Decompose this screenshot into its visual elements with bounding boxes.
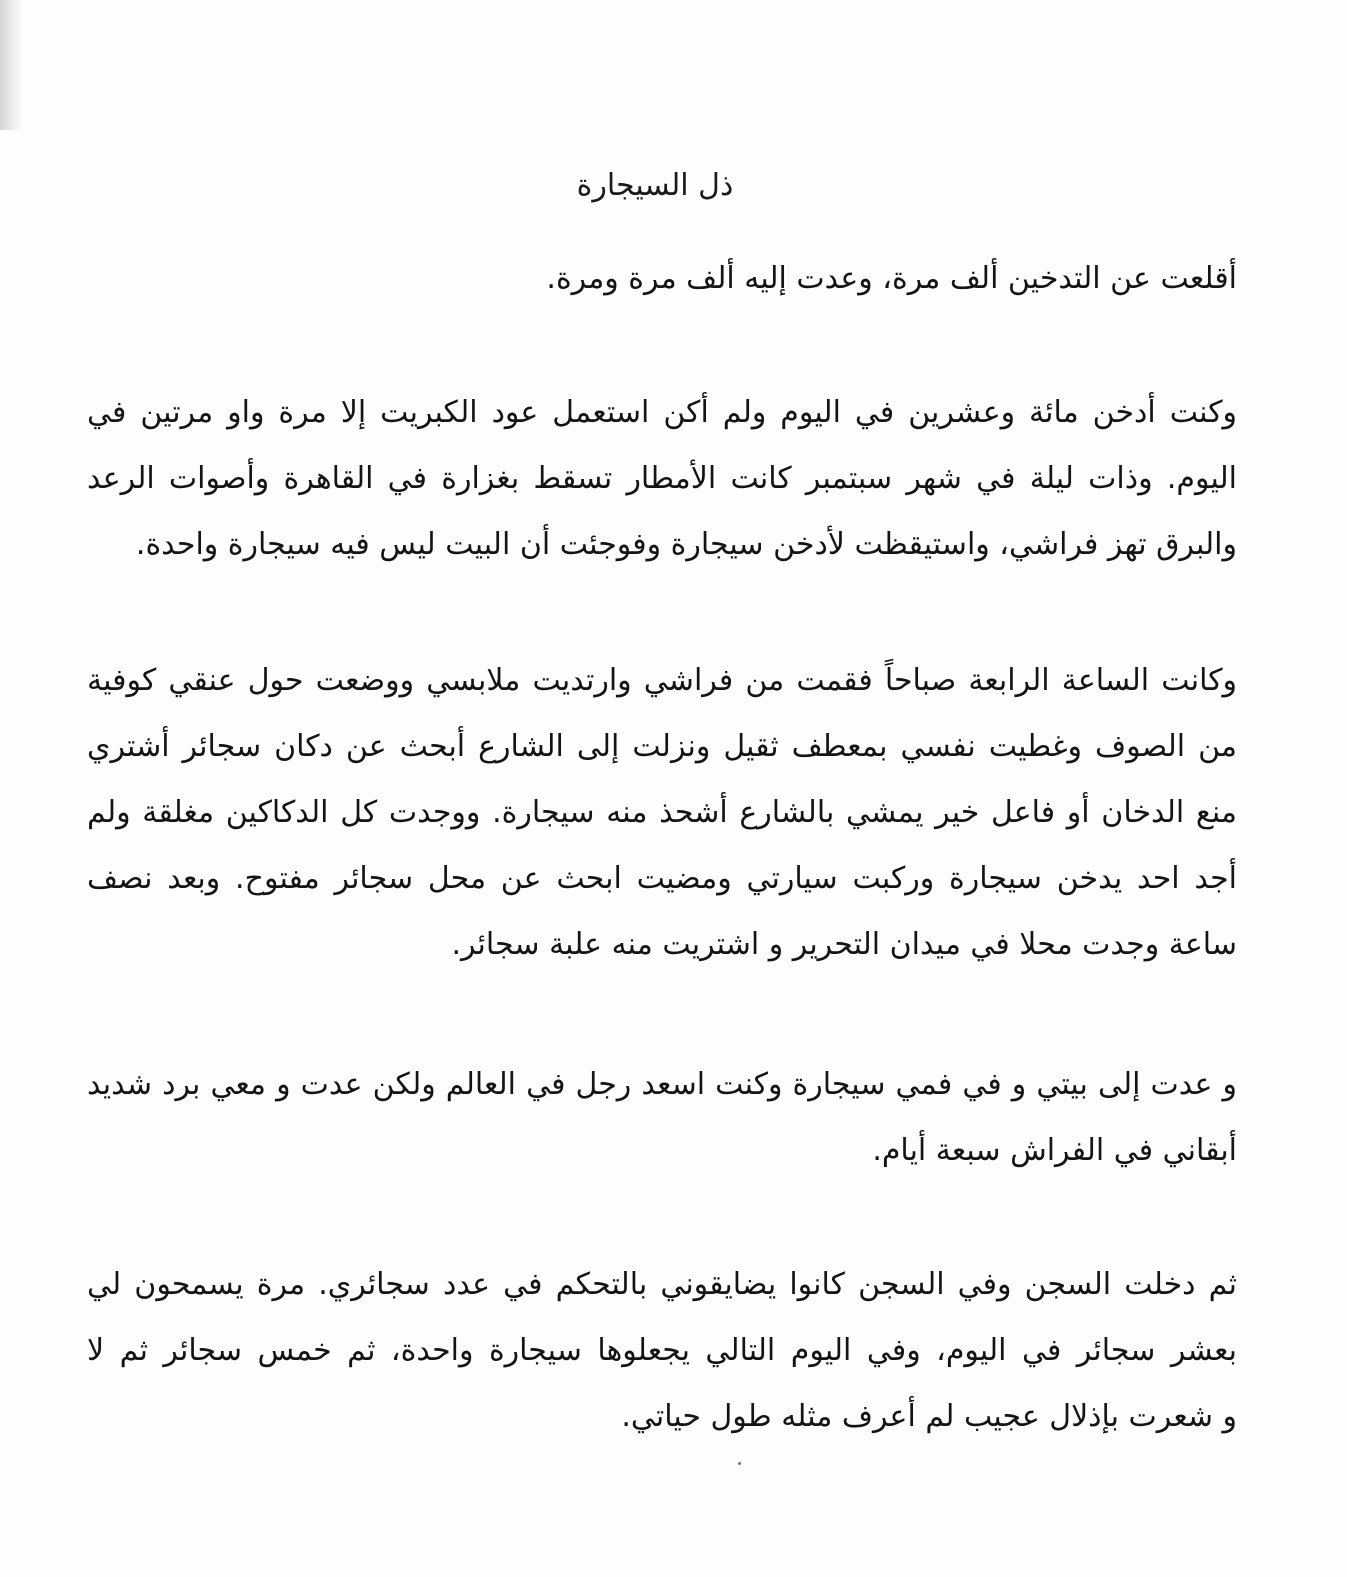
paragraph-line: ثم دخلت السجن وفي السجن كانوا يضايقوني بالتحكم في عدد سجائري. مرة يسمحون لي: [87, 1267, 1237, 1302]
paragraph-line: و عدت إلى بيتي و في فمي سيجارة وكنت اسعد رجل في العالم ولكن عدت و معي برد شديد: [87, 1067, 1237, 1102]
paragraph-line: من الصوف وغطيت نفسي بمعطف ثقيل ونزلت إلى الشارع أبحث عن دكان سجائر أشتري: [87, 729, 1237, 764]
paragraph-line: والبرق تهز فراشي، واستيقظت لأدخن سيجارة وفوجئت أن البيت ليس فيه سيجارة واحدة.: [135, 527, 1237, 562]
document-title: ذل السيجارة: [576, 168, 734, 203]
paragraph-1: [87, 246, 1237, 312]
paragraph-4: [87, 1052, 1237, 1184]
scan-speck: [738, 1462, 741, 1465]
scan-edge-shadow: [0, 0, 22, 130]
paragraph-2: [87, 380, 1237, 578]
paragraph-line: وكانت الساعة الرابعة صباحاً فقمت من فراشي وارتديت ملابسي ووضعت حول عنقي كوفية: [87, 663, 1237, 698]
paragraph-line: أجد احد يدخن سيجارة وركبت سيارتي ومضيت ابحث عن محل سجائر مفتوح. وبعد نصف: [87, 861, 1237, 896]
paragraph-3: [87, 648, 1237, 978]
paragraph-line: وكنت أدخن مائة وعشرين في اليوم ولم أكن استعمل عود الكبريت إلا مرة واو مرتين في: [87, 395, 1237, 430]
paragraph-line: أقلعت عن التدخين ألف مرة، وعدت إليه ألف مرة ومرة.: [546, 261, 1237, 296]
paragraph-5: [87, 1252, 1237, 1450]
paragraph-line: ساعة وجدت محلا في ميدان التحرير و اشتريت منه علبة سجائر.: [451, 927, 1237, 962]
paragraph-line: أبقاني في الفراش سبعة أيام.: [872, 1133, 1237, 1168]
paragraph-line: منع الدخان أو فاعل خير يمشي بالشارع أشحذ منه سيجارة. ووجدت كل الدكاكين مغلقة ولم: [87, 795, 1237, 830]
paragraph-line: و شعرت بإذلال عجيب لم أعرف مثله طول حياتي.: [621, 1399, 1237, 1434]
paragraph-line: اليوم. وذات ليلة في شهر سبتمبر كانت الأمطار تسقط بغزارة في القاهرة وأصوات الرعد: [87, 461, 1237, 496]
paragraph-line: بعشر سجائر في اليوم، وفي اليوم التالي يجعلوها سيجارة واحدة، ثم خمس سجائر ثم لا: [87, 1333, 1237, 1368]
